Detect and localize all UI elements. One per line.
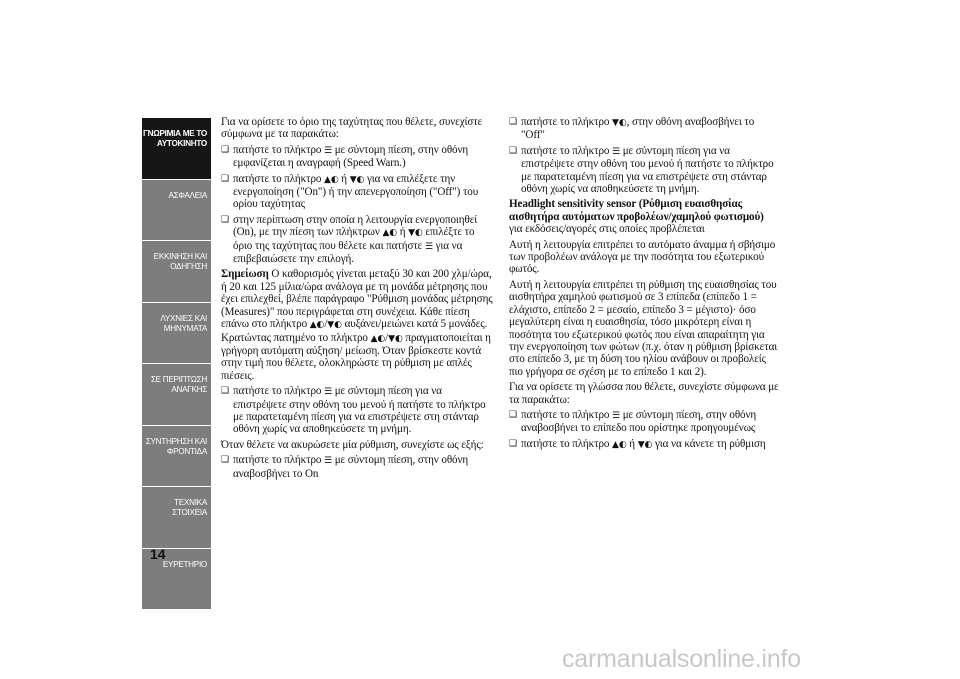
menu-key-icon: ☰	[424, 241, 433, 252]
bullet-text: πατήστε το πλήκτρο	[521, 437, 610, 450]
bullet-item	[221, 173, 493, 211]
note-text: αυξάνει/μειώνει κατά 5 μονάδες. Κρατώντας πατημένο το πλήκτρο	[221, 318, 488, 344]
menu-key-icon: ☰	[612, 146, 620, 157]
menu-key-icon: ☰	[324, 456, 332, 467]
down-key-icon: ▼◐	[637, 439, 653, 450]
bullet-text: ή	[629, 437, 635, 450]
down-key-icon: ▼◐	[327, 320, 342, 331]
bullet-text: με σύντομη πίεση, στην οθόνη εμφανίζεται η αναγραφή (Speed Warn.)	[233, 143, 469, 170]
chapter-tabs	[142, 118, 211, 610]
note-separator: /	[385, 331, 389, 344]
bullet-text: πατήστε το πλήκτρο	[521, 408, 610, 421]
bullet-text: για να κάνετε τη ρύθμιση	[654, 437, 766, 450]
bullet-item	[221, 144, 493, 170]
note-text: πραγματοποιείται η γρήγορη αυτόματη αύξηση/ μείωση. Όταν βρίσκεστε κοντά στην τιμή που θέλετε, ολοκληρώστε τη ρύθμιση με απλές πιέσεις.	[221, 331, 491, 382]
bullet-item	[509, 409, 779, 435]
body-paragraph: Για να ορίσετε τη γλώσσα που θέλετε, συνεχίστε σύμφωνα με τα παρακάτω:	[509, 381, 779, 406]
bullet-text: πατήστε το πλήκτρο	[521, 144, 610, 157]
bullet-text: για να επιβεβαιώσετε την επιλογή.	[233, 239, 463, 266]
bullet-text: πατήστε το πλήκτρο	[233, 143, 322, 156]
up-key-icon: ▲◐	[612, 439, 627, 450]
tab-getting-to-know[interactable]: ΓΝΩΡΙΜΙΑ ΜΕ ΤΟ ΑΥΤΟΚΙΝΗΤΟ	[142, 118, 211, 180]
menu-key-icon: ☰	[612, 410, 620, 421]
bullet-item	[509, 438, 779, 451]
section-heading-paragraph	[509, 198, 779, 235]
down-key-icon: ▼◐	[612, 118, 627, 128]
bullet-text: , στην οθόνη αναβοσβήνει το "Off"	[521, 116, 755, 142]
left-column	[221, 116, 493, 483]
tab-maintenance[interactable]: ΣΥΝΤΗΡΗΣΗ ΚΑΙ ΦΡΟΝΤΙΔΑ	[142, 426, 211, 488]
bullet-text: πατήστε το πλήκτρο	[233, 385, 322, 398]
down-key-icon: ▼◐	[388, 333, 403, 344]
tab-emergency[interactable]: ΣΕ ΠΕΡΙΠΤΩΣΗ ΑΝΑΓΚΗΣ	[142, 364, 211, 426]
up-key-icon: ▲◐	[382, 228, 398, 239]
bullet-item	[509, 116, 779, 142]
bullet-text: με σύντομη πίεση για να επιστρέψετε στην οθόνη του μενού ή πατήστε το πλήκτρο με παρατεταμένη πίεση για να επιστρέψετε στη στάνταρ οθόνη χωρίς να αποθηκεύσετε τη μνήμη.	[233, 385, 486, 436]
bullet-text: με σύντομη πίεση για να επιστρέψετε στην οθόνη του μενού ή πατήστε το πλήκτρο με παρατεταμένη πίεση για να επιστρέψετε στη στάνταρ οθόνη χωρίς να αποθηκεύσετε τη μνήμη.	[521, 144, 774, 196]
section-heading: Headlight sensitivity sensor (Ρύθμιση ευαισθησίας αισθητήρα αυτόματων προβολέων/χαμηλού φωτισμού)	[509, 198, 764, 223]
bullet-item	[221, 454, 493, 480]
down-key-icon: ▼◐	[349, 174, 365, 185]
section-heading-tail: για εκδόσεις/αγορές στις οποίες προβλέπεται	[509, 223, 705, 236]
bullet-text: επιλέξτε το όριο της ταχύτητας που θέλετε και πατήστε	[233, 226, 475, 252]
bullet-text: πατήστε το πλήκτρο	[233, 172, 322, 185]
bullet-text: πατήστε το πλήκτρο	[521, 116, 610, 128]
up-key-icon: ▲◐	[309, 320, 325, 331]
page-number: 14	[150, 546, 166, 562]
body-paragraph: Αυτή η λειτουργία επιτρέπει τη ρύθμιση της ευαισθησίας του αισθητήρα χαμηλού φωτισμού σε 3 επίπεδα (επίπεδο 1 = ελάχιστο, επίπεδο 2 = μεσαίο, επίπεδο 3 = μέγιστο)· όσο μεγαλύτερη είναι η ευαισθησία, τόσο μικρότερη είναι η ποσότητα του εξωτερικού φωτός που είναι απαραίτητη για την ενεργοποίηση των φώτων (π.χ. όταν η ρύθμιση βρίσκεται στο επίπεδο 3, με τη δύση του ηλίου ανάβουν οι προβολείς πιο γρήγορα σε σχέση με το επίπεδο 1 και 2).	[509, 278, 778, 378]
menu-key-icon: ☰	[324, 145, 332, 156]
note-separator: /	[324, 318, 328, 331]
bullet-text: με σύντομη πίεση, στην οθόνη αναβοσβήνει το επίπεδο που ορίστηκε προηγουμένως	[521, 408, 757, 435]
up-key-icon: ▲◐	[324, 174, 339, 185]
down-key-icon: ▼◐	[408, 228, 423, 239]
cancel-paragraph: Όταν θέλετε να ακυρώσετε μία ρύθμιση, συνεχίστε ως εξής:	[221, 438, 484, 451]
bullet-text: στην περίπτωση στην οποία η λειτουργία ενεργοποιηθεί (On), με την πίεση των πλήκτρων	[233, 213, 478, 239]
bullet-text: για να επιλέξετε την ενεργοποίηση ("On") ή την απενεργοποίηση ("Off") του ορίου ταχύτητας	[233, 172, 479, 211]
body-paragraph: Αυτή η λειτουργία επιτρέπει το αυτόματο άναμμα ή σβήσιμο των προβολέων ανάλογα με την ποσότητα του εξωτερικού φωτός.	[509, 238, 776, 276]
bullet-text: ή	[399, 226, 406, 239]
note-label: Σημείωση	[221, 268, 269, 281]
menu-key-icon: ☰	[324, 387, 332, 398]
note-text: Ο καθορισμός γίνεται μεταξύ 30 και 200 χλμ/ώρα, ή 20 και 125 μίλια/ώρα ανάλογα με τη μονάδα μέτρησης που έχει επιλεχθεί, βλέπε παράγραφο "Ρύθμιση μονάδας μέτρησης (Measures)" που περιγράφεται στη συνέχεια. Κάθε πίεση επάνω στο πλήκτρο	[221, 268, 493, 331]
bullet-text: ή	[341, 172, 347, 185]
tab-index[interactable]: ΕΥΡΕΤΗΡΙΟ	[142, 549, 211, 611]
tab-technical-data[interactable]: ΤΕΧΝΙΚΑ ΣΤΟΙΧΕΙΑ	[142, 487, 211, 549]
bullet-item	[221, 214, 493, 266]
tab-warning-lights[interactable]: ΛΥΧΝΙΕΣ ΚΑΙ ΜΗΝΥΜΑΤΑ	[142, 303, 211, 365]
bullet-text: πατήστε το πλήκτρο	[233, 454, 322, 467]
bullet-item	[221, 385, 493, 436]
intro-paragraph: Για να ορίσετε το όριο της ταχύτητας που θέλετε, συνεχίστε σύμφωνα με τα παρακάτω:	[221, 116, 483, 141]
watermark: carmanualsonline.info	[562, 645, 802, 673]
tab-safety[interactable]: ΑΣΦΑΛΕΙΑ	[142, 180, 211, 242]
up-key-icon: ▲◐	[370, 333, 386, 344]
tab-starting-driving[interactable]: ΕΚΚΙΝΗΣΗ ΚΑΙ ΟΔΗΓΗΣΗ	[142, 241, 211, 303]
bullet-text: με σύντομη πίεση, στην οθόνη αναβοσβήνει το On	[233, 454, 469, 480]
bullet-item	[509, 145, 779, 196]
note-paragraph	[221, 268, 493, 382]
right-column	[509, 116, 779, 454]
